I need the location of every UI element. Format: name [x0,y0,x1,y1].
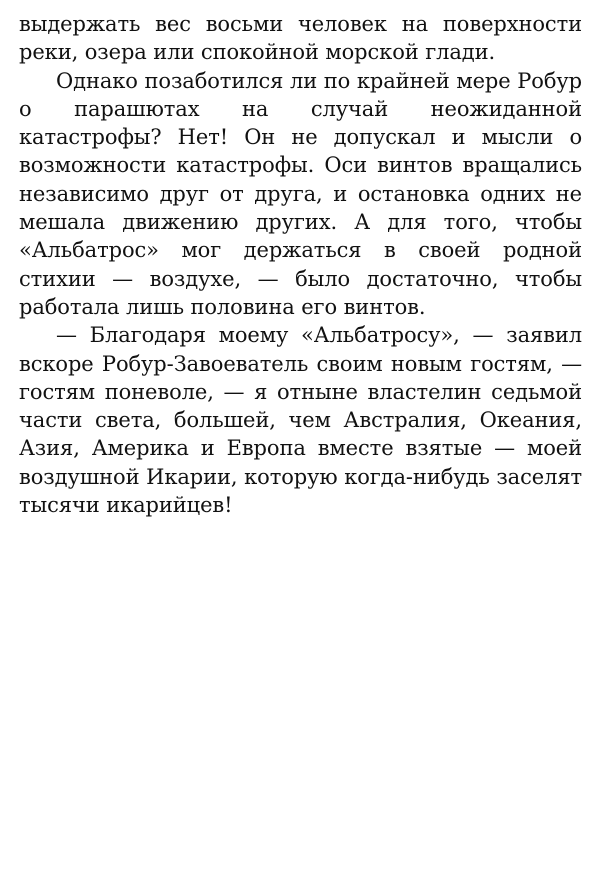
paragraph-1: выдержать вес восьми человек на поверхности реки, озера или спокойной морской глади. [19,12,582,65]
paragraph-3: — Благодаря моему «Альбатросу», — заявил вскоре Робур-Завоеватель своим новым гостям, — гостям поневоле, — я отныне властелин седьмой части света, большей, чем Австралия, Океания, Азия, Америка и Европа вместе взятые — моей воздушной Икарии, которую когда-нибудь заселят тысячи икарийцев! [19,323,582,518]
paragraph-2: Однако позаботился ли по крайней мере Робур о парашютах на случай неожиданной катастрофы? Нет! Он не допускал и мысли о возможности катастрофы. Оси винтов вращались независимо друг от друга, и остановка одних не мешала движению других. А для того, чтобы «Альбатрос» мог держаться в своей родной стихии — воздухе, — было достаточно, чтобы работала лишь половина его винтов. [19,68,582,319]
page-text [19,10,582,519]
